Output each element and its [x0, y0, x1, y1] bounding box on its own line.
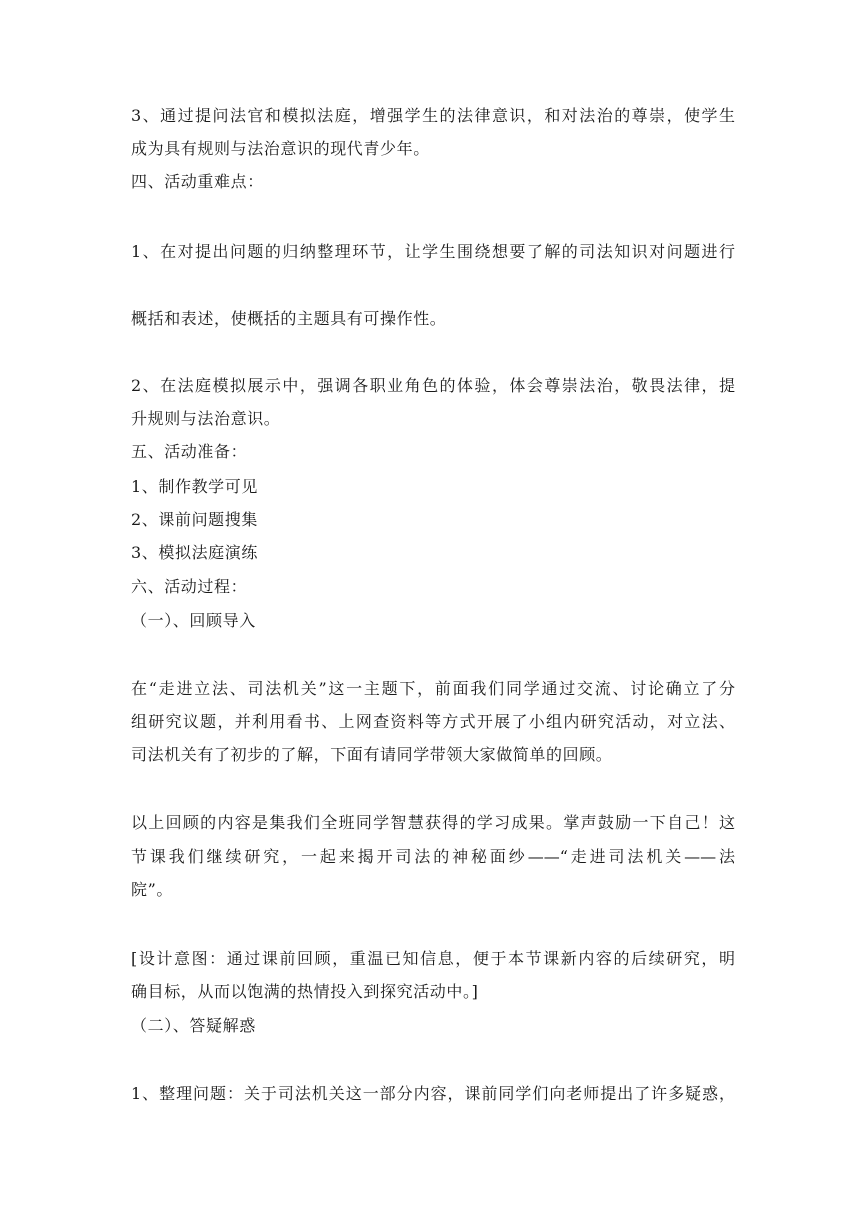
list-item: 3、模拟法庭演练	[131, 543, 258, 562]
paragraph-line: 节课我们继续研究，一起来揭开司法的神秘面纱——“走进司法机关——法	[131, 847, 735, 866]
paragraph-line: 成为具有规则与法治意识的现代青少年。	[131, 139, 430, 158]
paragraph-line: 1、整理问题：关于司法机关这一部分内容，课前同学们向老师提出了许多疑惑，	[131, 1084, 735, 1103]
paragraph-line: 组研究议题，并利用看书、上网查资料等方式开展了小组内研究活动，对立法、	[131, 712, 735, 731]
paragraph-line: 院”。	[131, 880, 173, 899]
paragraph-line: 司法机关有了初步的了解，下面有请同学带领大家做简单的回顾。	[131, 745, 613, 764]
section-heading: 四、活动重难点：	[131, 172, 264, 191]
paragraph-line: [设计意图：通过课前回顾，重温已知信息，便于本节课新内容的后续研究，明	[131, 949, 735, 968]
paragraph-line: 升规则与法治意识。	[131, 409, 281, 428]
subsection-heading: （二）、答疑解惑	[131, 1016, 256, 1035]
paragraph-line: 概括和表述，使概括的主题具有可操作性。	[131, 309, 447, 328]
paragraph-line: 确目标，从而以饱满的热情投入到探究活动中。]	[131, 982, 479, 1001]
paragraph-line: 2、在法庭模拟展示中，强调各职业角色的体验，体会尊崇法治，敬畏法律，提	[131, 376, 735, 395]
paragraph-line: 3、通过提问法官和模拟法庭，增强学生的法律意识，和对法治的尊崇，使学生	[131, 106, 735, 125]
list-item: 2、课前问题搜集	[131, 510, 258, 529]
paragraph-line: 以上回顾的内容是集我们全班同学智慧获得的学习成果。掌声鼓励一下自己！这	[131, 813, 735, 832]
paragraph-line: 1、在对提出问题的归纳整理环节，让学生围绕想要了解的司法知识对问题进行	[131, 242, 735, 261]
section-heading: 六、活动过程：	[131, 577, 248, 596]
section-heading: 五、活动准备：	[131, 442, 248, 461]
subsection-heading: （一）、回顾导入	[131, 611, 256, 630]
paragraph-line: 在“走进立法、司法机关”这一主题下，前面我们同学通过交流、讨论确立了分	[131, 679, 735, 698]
list-item: 1、制作教学可见	[131, 477, 258, 496]
